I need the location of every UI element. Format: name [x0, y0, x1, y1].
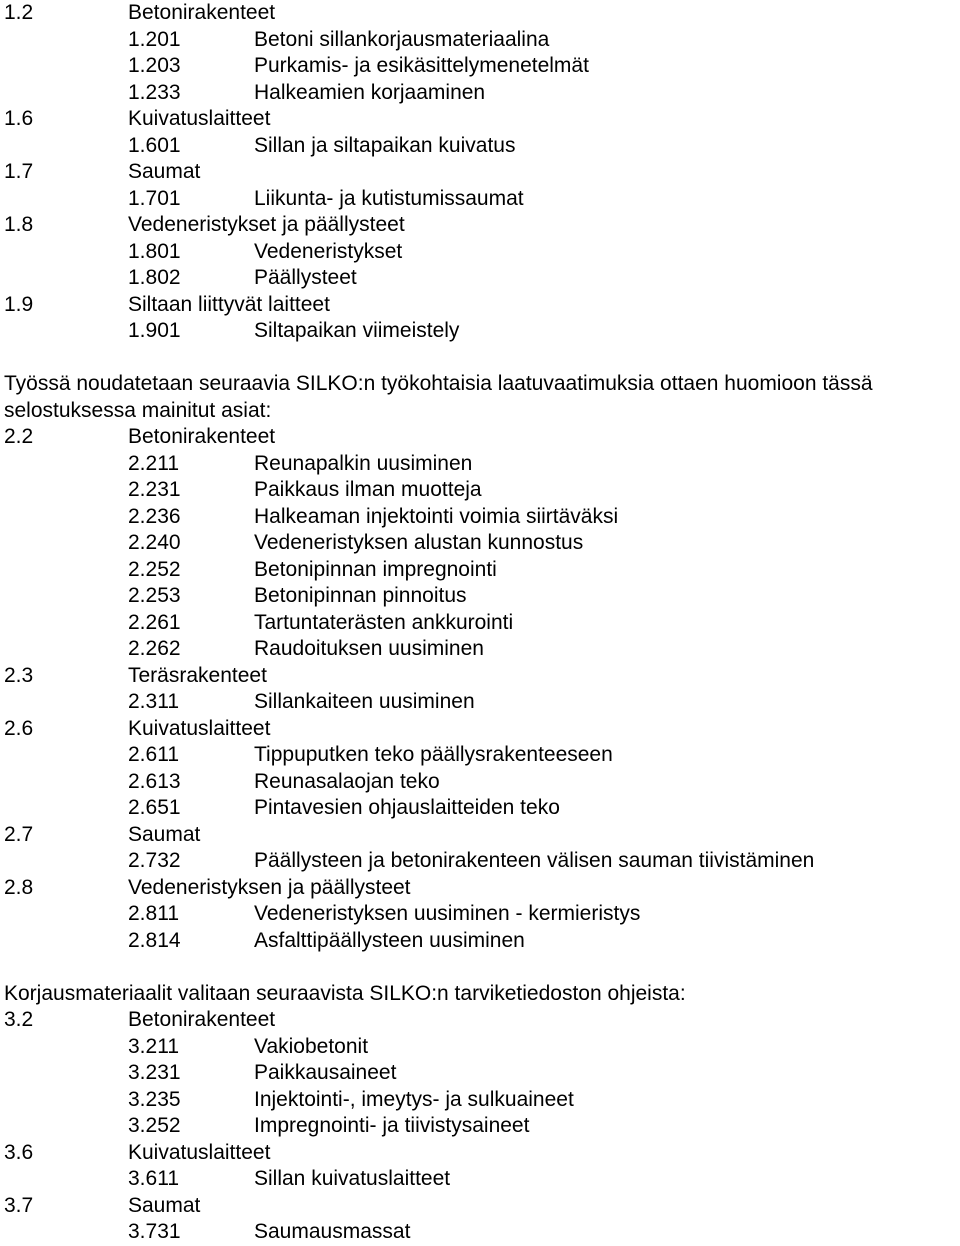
item-number: 1.2	[4, 1, 34, 24]
heading-row	[4, 159, 956, 186]
item-number: 1.601	[128, 133, 181, 157]
item-number: 3.211	[128, 1034, 179, 1058]
heading-row	[4, 822, 956, 849]
section-intro: Työssä noudatetaan seuraavia SILKO:n työkohtaisia laatuvaatimuksia ottaen huomioon tässä selostuksessa mainitut asiat:	[4, 372, 873, 422]
item-number: 2.814	[128, 928, 181, 952]
list-item	[4, 901, 956, 928]
item-title: Sillan kuivatuslaitteet	[254, 1167, 451, 1190]
item-title: Tippuputken teko päällysrakenteeseen	[254, 743, 613, 766]
item-title: Saumausmassat	[254, 1220, 411, 1243]
item-number: 2.613	[128, 769, 181, 793]
list-item	[4, 265, 956, 292]
item-number: 2.732	[128, 849, 181, 872]
item-number: 2.262	[128, 637, 181, 660]
list-item	[4, 795, 956, 822]
list-item	[4, 1166, 956, 1193]
list-item	[4, 769, 956, 796]
item-title: Betoni sillankorjausmateriaalina	[254, 27, 550, 51]
list-item	[4, 318, 956, 345]
item-number: 3.6	[4, 1140, 34, 1164]
item-title: Vedeneristykset	[254, 239, 403, 263]
section-spacer	[4, 345, 956, 372]
item-title: Betonipinnan impregnointi	[254, 557, 497, 581]
list-item	[4, 239, 956, 266]
heading-row	[4, 1193, 956, 1220]
item-title: Vedeneristykset ja päällysteet	[128, 213, 405, 236]
item-number: 3.231	[128, 1061, 181, 1084]
item-title: Impregnointi- ja tiivistysaineet	[254, 1114, 530, 1137]
list-item	[4, 928, 956, 955]
item-number: 3.235	[128, 1087, 181, 1111]
item-title: Paikkausaineet	[254, 1061, 397, 1084]
item-title: Siltapaikan viimeistely	[254, 319, 460, 342]
item-number: 3.252	[128, 1114, 181, 1137]
item-title: Päällysteet	[254, 266, 357, 289]
item-title: Betonirakenteet	[128, 1, 276, 24]
item-number: 1.801	[128, 239, 181, 263]
item-title: Raudoituksen uusiminen	[254, 637, 484, 660]
item-title: Reunasalaojan teko	[254, 769, 440, 793]
item-number: 2.211	[128, 451, 179, 475]
list-item	[4, 848, 956, 875]
item-number: 2.261	[128, 610, 181, 634]
item-title: Injektointi-, imeytys- ja sulkuaineet	[254, 1087, 574, 1111]
item-title: Sillankaiteen uusiminen	[254, 690, 475, 713]
item-title: Reunapalkin uusiminen	[254, 451, 473, 475]
heading-row	[4, 106, 956, 133]
item-number: 3.2	[4, 1008, 34, 1031]
item-title: Saumat	[128, 822, 201, 846]
list-item	[4, 1034, 956, 1061]
list-item	[4, 1219, 956, 1246]
item-title: Kuivatuslaitteet	[128, 1140, 271, 1164]
item-number: 1.233	[128, 80, 181, 104]
item-number: 2.7	[4, 822, 34, 846]
item-number: 1.6	[4, 107, 34, 130]
item-number: 2.236	[128, 504, 181, 528]
list-item	[4, 742, 956, 769]
list-item	[4, 636, 956, 663]
item-title: Kuivatuslaitteet	[128, 107, 271, 130]
item-number: 2.611	[128, 743, 179, 766]
item-title: Pintavesien ohjauslaitteiden teko	[254, 796, 560, 819]
list-item	[4, 451, 956, 478]
heading-row	[4, 716, 956, 743]
list-item	[4, 186, 956, 213]
item-title: Purkamis- ja esikäsittelymenetelmät	[254, 54, 589, 77]
heading-row	[4, 875, 956, 902]
item-number: 1.701	[128, 186, 181, 210]
heading-row	[4, 292, 956, 319]
item-title: Vakiobetonit	[254, 1034, 369, 1058]
item-number: 2.240	[128, 531, 181, 554]
item-title: Siltaan liittyvät laitteet	[128, 292, 330, 316]
item-number: 1.203	[128, 54, 181, 77]
item-title: Päällysteen ja betonirakenteen välisen sauman tiivistäminen	[254, 849, 815, 872]
document-body	[4, 0, 956, 1246]
item-number: 2.811	[128, 902, 179, 925]
section-spacer	[4, 954, 956, 981]
item-title: Saumat	[128, 1193, 201, 1217]
list-item	[4, 53, 956, 80]
item-number: 2.3	[4, 663, 34, 687]
item-number: 1.901	[128, 319, 181, 342]
list-item	[4, 583, 956, 610]
section-intro: Korjausmateriaalit valitaan seuraavista SILKO:n tarviketiedoston ohjeista:	[4, 981, 686, 1005]
item-title: Betonirakenteet	[128, 425, 276, 448]
list-item	[4, 80, 956, 107]
item-title: Halkeamien korjaaminen	[254, 80, 486, 104]
list-item	[4, 610, 956, 637]
list-item	[4, 133, 956, 160]
item-title: Vedeneristyksen alustan kunnostus	[254, 531, 584, 554]
list-item	[4, 1060, 956, 1087]
item-number: 3.731	[128, 1220, 181, 1243]
list-item	[4, 557, 956, 584]
item-number: 1.201	[128, 27, 181, 51]
item-number: 2.311	[128, 690, 179, 713]
item-title: Kuivatuslaitteet	[128, 716, 271, 740]
item-title: Tartuntaterästen ankkurointi	[254, 610, 514, 634]
list-item	[4, 1087, 956, 1114]
item-number: 2.2	[4, 425, 34, 448]
heading-row	[4, 424, 956, 451]
list-item	[4, 1113, 956, 1140]
item-number: 1.802	[128, 266, 181, 289]
heading-row	[4, 1007, 956, 1034]
item-title: Paikkaus ilman muotteja	[254, 478, 482, 501]
item-number: 2.252	[128, 557, 181, 581]
item-number: 2.253	[128, 584, 181, 607]
item-title: Saumat	[128, 160, 201, 183]
list-item	[4, 530, 956, 557]
list-item	[4, 689, 956, 716]
item-title: Halkeaman injektointi voimia siirtäväksi	[254, 504, 619, 528]
item-number: 1.8	[4, 213, 34, 236]
item-title: Betonipinnan pinnoitus	[254, 584, 467, 607]
heading-row	[4, 212, 956, 239]
item-title: Sillan ja siltapaikan kuivatus	[254, 133, 516, 157]
item-number: 3.7	[4, 1193, 34, 1217]
item-title: Asfalttipäällysteen uusiminen	[254, 928, 525, 952]
item-number: 3.611	[128, 1167, 179, 1190]
item-title: Vedeneristyksen ja päällysteet	[128, 875, 411, 899]
item-number: 2.6	[4, 716, 34, 740]
heading-row	[4, 663, 956, 690]
item-title: Betonirakenteet	[128, 1008, 276, 1031]
item-number: 1.7	[4, 160, 34, 183]
list-item	[4, 504, 956, 531]
item-number: 2.8	[4, 875, 34, 899]
list-item	[4, 27, 956, 54]
list-item	[4, 477, 956, 504]
item-number: 1.9	[4, 292, 34, 316]
heading-row	[4, 0, 956, 27]
item-title: Teräsrakenteet	[128, 663, 267, 687]
item-title: Vedeneristyksen uusiminen - kermieristys	[254, 902, 641, 925]
item-number: 2.231	[128, 478, 181, 501]
item-title: Liikunta- ja kutistumissaumat	[254, 186, 524, 210]
heading-row	[4, 1140, 956, 1167]
item-number: 2.651	[128, 796, 181, 819]
